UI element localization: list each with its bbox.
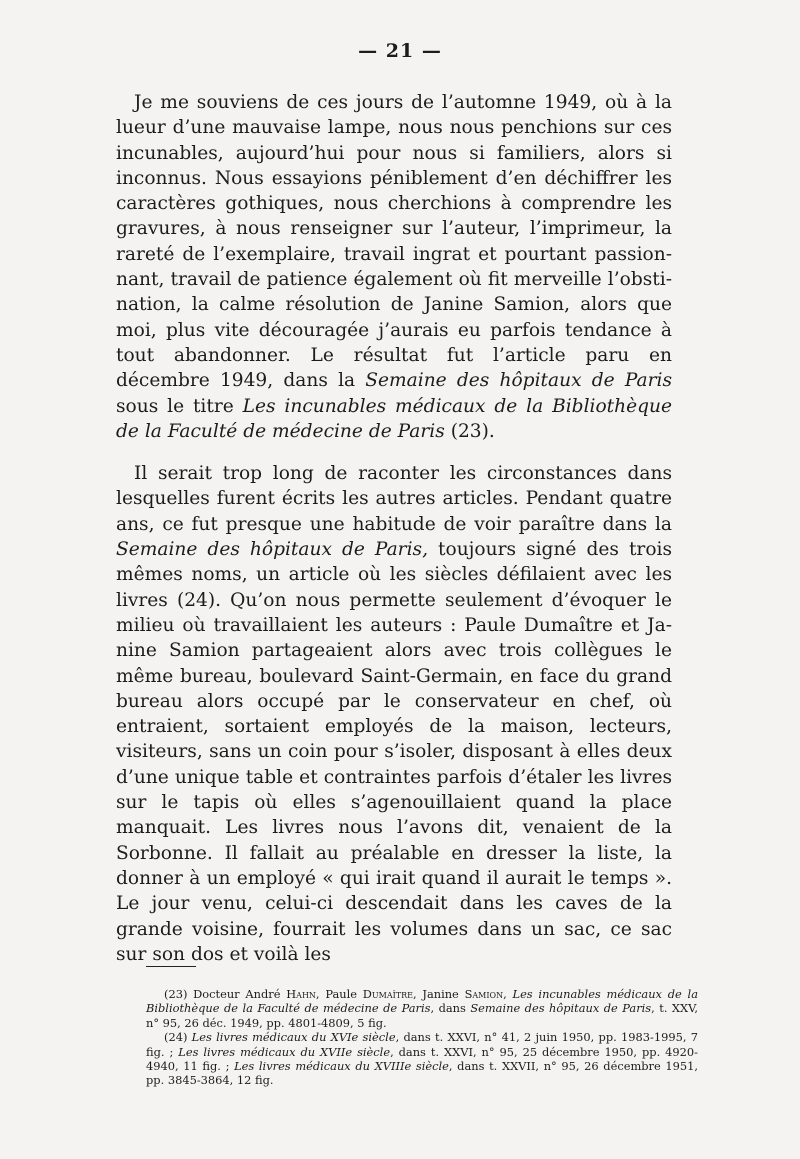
text-segment: sous le titre bbox=[116, 395, 243, 417]
text-segment: , t. XXV, n° 95, 26 déc. 1949, pp. 4801-4809, 5 fig. bbox=[146, 1001, 698, 1030]
italic-title: Les incunables médicaux de la Bibliothèque de la Faculté de médecine de Paris bbox=[116, 395, 672, 442]
author-name: Samion bbox=[464, 987, 504, 1001]
text-segment: toujours signé des trois mêmes noms, un article où les siècles défilaient avec les livres (24). Qu’on nous permette seulement d’évoquer le milieu où travaillaient les auteurs : Paule Dumaître et Janine Samion partageaient alors avec trois collègues le même bureau, boulevard Saint-Germain, en face du grand bureau alors occupé par le conservateur en chef, où entraient, sortaient employés de la maison, lecteurs, visiteurs, sans un coin pour s’isoler, disposant à elles deux d’une unique table et contraintes parfois d’étaler les livres sur le tapis où elles s’agenouillaient quand la place manquait. Les livres nous l’avons dit, venaient de la Sorbonne. Il fallait au préalable en dresser la liste, la donner à un employé « qui irait quand il aurait le temps ». Le jour venu, celui-ci descendait dans les caves de la grande voisine, fourrait les volumes dans un sac, ce sac sur son dos et voilà les bbox=[116, 539, 673, 965]
footnote-23 bbox=[146, 987, 698, 1030]
author-name: Hahn bbox=[286, 987, 316, 1001]
text-segment: , dans t. XXVI, n° 41, 2 juin 1950, pp. 1983-1995, 7 fig. ; bbox=[146, 1030, 698, 1059]
italic-title: Les livres médicaux du XVIe siècle bbox=[191, 1030, 396, 1045]
paragraph bbox=[116, 461, 672, 967]
text-segment: , Paule bbox=[315, 987, 363, 1001]
text-segment: (23). bbox=[444, 420, 495, 442]
text-segment: (24) bbox=[164, 1030, 192, 1045]
italic-title: Semaine des hôpitaux de Paris, bbox=[116, 539, 428, 561]
text-segment: , dans t. XXVI, n° 95, 25 décembre 1950, pp. 4920-4940, 11 fig. ; bbox=[146, 1044, 699, 1074]
footnote-divider bbox=[146, 966, 196, 967]
text-segment: (23) Docteur André bbox=[164, 987, 287, 1001]
italic-title: Semaine des hôpitaux de Paris bbox=[470, 1001, 652, 1016]
italic-title: Les livres médicaux du XVIIe siècle bbox=[178, 1044, 391, 1059]
text-segment: , dans bbox=[430, 1001, 471, 1016]
page-number: — 21 — bbox=[358, 40, 442, 62]
italic-title: Semaine des hôpitaux de Paris bbox=[365, 370, 672, 392]
text-segment: , Janine bbox=[412, 987, 465, 1001]
italic-title: Les incunables médicaux de la Bibliothèque de la Faculté de médecine de Paris bbox=[146, 987, 698, 1016]
text-segment: Il serait trop long de raconter les circonstances dans lesquelles furent écrits les autres articles. Pendant quatre ans, ce fut presque une habitude de voir paraître dans la bbox=[116, 463, 672, 535]
text-segment: , dans t. XXVII, n° 95, 26 décembre 1951, pp. 3845-3864, 12 fig. bbox=[146, 1059, 699, 1088]
author-name: Dumaître bbox=[362, 987, 413, 1001]
italic-title: Les livres médicaux du XVIIIe siècle bbox=[234, 1059, 449, 1074]
footnotes bbox=[146, 987, 698, 1088]
footnote-24 bbox=[146, 1030, 698, 1088]
paragraph bbox=[116, 90, 672, 444]
text-segment: , bbox=[503, 987, 513, 1001]
text-segment: Je me souviens de ces jours de l’automne 1949, où à la lueur d’une mauvaise lampe, nous nous penchions sur ces incunables, aujourd’hui pour nous si familiers, alors si inconnus. Nous essayions péniblement d’en déchiffrer les caractères gothiques, nous cherchions à comprendre les gravures, à nous renseigner sur l’auteur, l’imprimeur, la rareté de l’exemplaire, travail ingrat et pourtant passionnant, travail de patience également où fit merveille l’obstination, la calme résolution de Janine Samion, alors que moi, plus vite découragée j’aurais eu parfois tendance à tout abandonner. Le résultat fut l’article paru en décembre 1949, dans la bbox=[116, 92, 672, 392]
body-text bbox=[116, 90, 672, 984]
